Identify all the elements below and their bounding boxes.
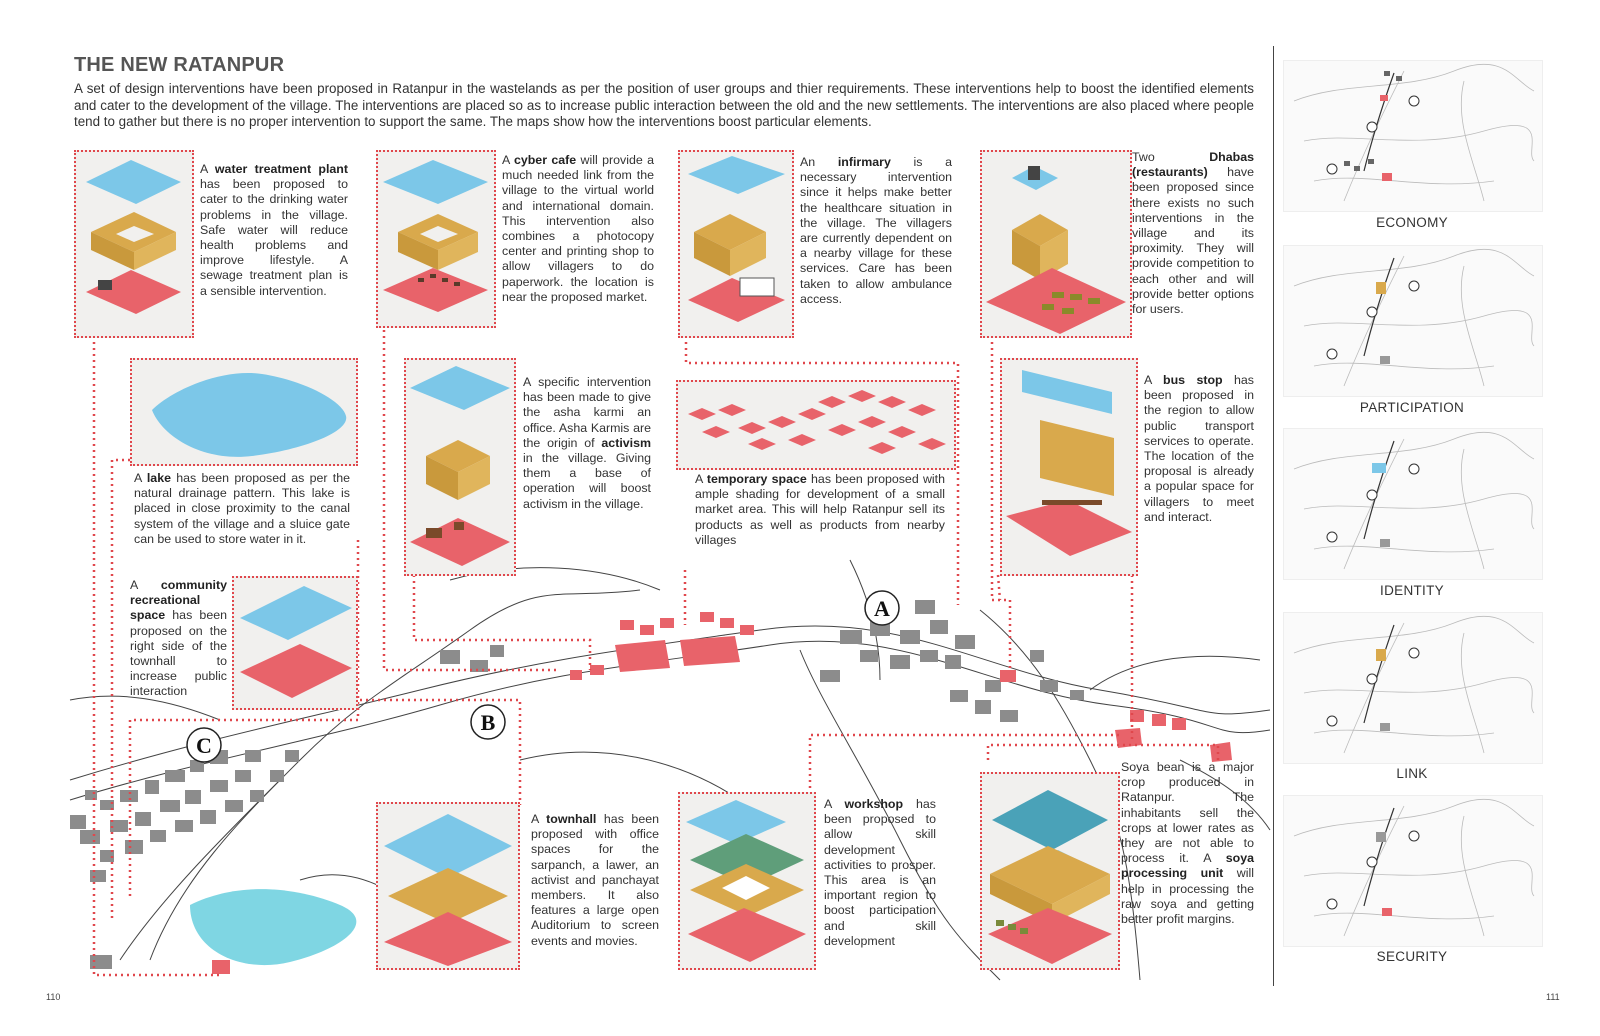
participation-map <box>1283 245 1543 397</box>
temporary-space-illustration <box>678 382 954 468</box>
workshop-description: A workshop has been proposed to allow skill development activities to prosper. This area is an important region to boost participation and skill development <box>824 797 936 948</box>
soya-unit-description: Soya bean is a major crop produced in Ratanpur. The inhabitants sell the crops at lower rates as they are not able to process it. A soya processing unit will help in processing the raw soya and getting better profit margins. <box>1121 760 1254 927</box>
participation-label: PARTICIPATION <box>1359 400 1465 415</box>
asha-karmi-illustration-box <box>404 358 516 576</box>
community-space-illustration <box>234 578 356 708</box>
cyber-cafe-description: A cyber cafe will provide a much needed link from the village to the virtual world and international domain. This intervention also combines a photocopy center and printing shop to allow villagers to do paperwork. the location is near the proposed market. <box>502 153 654 304</box>
economy-map <box>1283 60 1543 212</box>
security-label: SECURITY <box>1376 949 1448 964</box>
cyber-cafe-illustration <box>378 152 494 326</box>
infirmary-illustration-box <box>678 150 794 338</box>
soya-unit-illustration-box <box>980 772 1120 970</box>
column-divider <box>1273 46 1274 986</box>
marker-a: A <box>874 596 890 621</box>
link-map <box>1283 612 1543 764</box>
dhabas-description: Two Dhabas (restaurants) have been proposed since there exists no such interventions in the village and its proximity. They will provide competition to each other and will provide better options for users. <box>1132 150 1254 317</box>
infirmary-illustration <box>680 152 792 336</box>
workshop-illustration <box>680 794 814 968</box>
link-label: LINK <box>1396 766 1428 781</box>
lake-description: A lake has been proposed as per the natural drainage pattern. This lake is placed in close proximity to the canal system of the village and a sluice gate can be used to store water in it. <box>134 471 350 546</box>
infirmary-description: An infirmary is a necessary intervention since it helps make better the healthcare situation in the village. The villagers are currently dependent on a nearby village for these services. Care has been taken to allow ambulance access. <box>800 155 952 306</box>
page-number-left: 110 <box>46 992 61 1002</box>
intro-paragraph: A set of design interventions have been proposed in Ratanpur in the wastelands as per the position of user groups and thier requirements. These interventions help to boost the identified elements and cater to the development of the village. The interventions are placed so as to increase public interaction between the old and the new settlements. The interventions are also placed where people tend to gather but there is no proper intervention to support the same. The maps show how the interventions boost particular elements. <box>74 81 1254 130</box>
dhabas-illustration-box <box>980 150 1132 338</box>
lake-illustration-box <box>130 358 358 466</box>
page-number-right: 111 <box>1546 992 1560 1002</box>
temporary-space-illustration-box <box>676 380 956 470</box>
page-title: THE NEW RATANPUR <box>74 54 285 76</box>
workshop-illustration-box <box>678 792 816 970</box>
identity-map <box>1283 428 1543 580</box>
townhall-illustration-box <box>376 802 520 970</box>
lake-illustration <box>132 360 356 464</box>
temporary-space-description: A temporary space has been proposed with ample shading for development of a small market area. This will help Ratanpur sell its products as well as products from nearby villages <box>695 472 945 547</box>
cyber-cafe-illustration-box <box>376 150 496 328</box>
townhall-illustration <box>378 804 518 968</box>
marker-c: C <box>196 733 212 758</box>
water-treatment-illustration-box <box>74 150 194 338</box>
townhall-description: A townhall has been proposed with office spaces for the sarpanch, a lawer, an activist and panchayat members. It also features a large open Auditorium to screen events and movies. <box>531 812 659 948</box>
water-treatment-illustration <box>76 152 192 336</box>
water-treatment-description: A water treatment plant has been proposed to cater to the drinking water problems in the village. Safe water will reduce health problems and improve lifestyle. A sewage treatment plan is a sensible intervention. <box>200 162 349 298</box>
community-space-illustration-box <box>232 576 358 710</box>
asha-karmi-description: A specific intervention has been made to give the asha karmi an office. Asha Karmis are the origin of activism in the village. Giving them a base of operation will boost activism in the village. <box>523 375 651 511</box>
security-map <box>1283 795 1543 947</box>
map-lake <box>190 889 356 965</box>
asha-karmi-illustration <box>406 360 514 574</box>
economy-label: ECONOMY <box>1376 215 1448 230</box>
identity-label: IDENTITY <box>1380 583 1444 598</box>
community-space-description: A community recreational space has been proposed on the right side of the townhall to increase public interaction <box>130 578 227 699</box>
bus-stop-description: A bus stop has been proposed in the region to allow public transport services to operate. The location of the proposal is already a popular space for villagers to meet and interact. <box>1144 373 1254 524</box>
bus-stop-illustration-box <box>1000 358 1138 576</box>
dhabas-illustration <box>982 152 1130 336</box>
bus-stop-illustration <box>1002 360 1136 574</box>
soya-unit-illustration <box>982 774 1118 968</box>
marker-b: B <box>480 710 496 735</box>
